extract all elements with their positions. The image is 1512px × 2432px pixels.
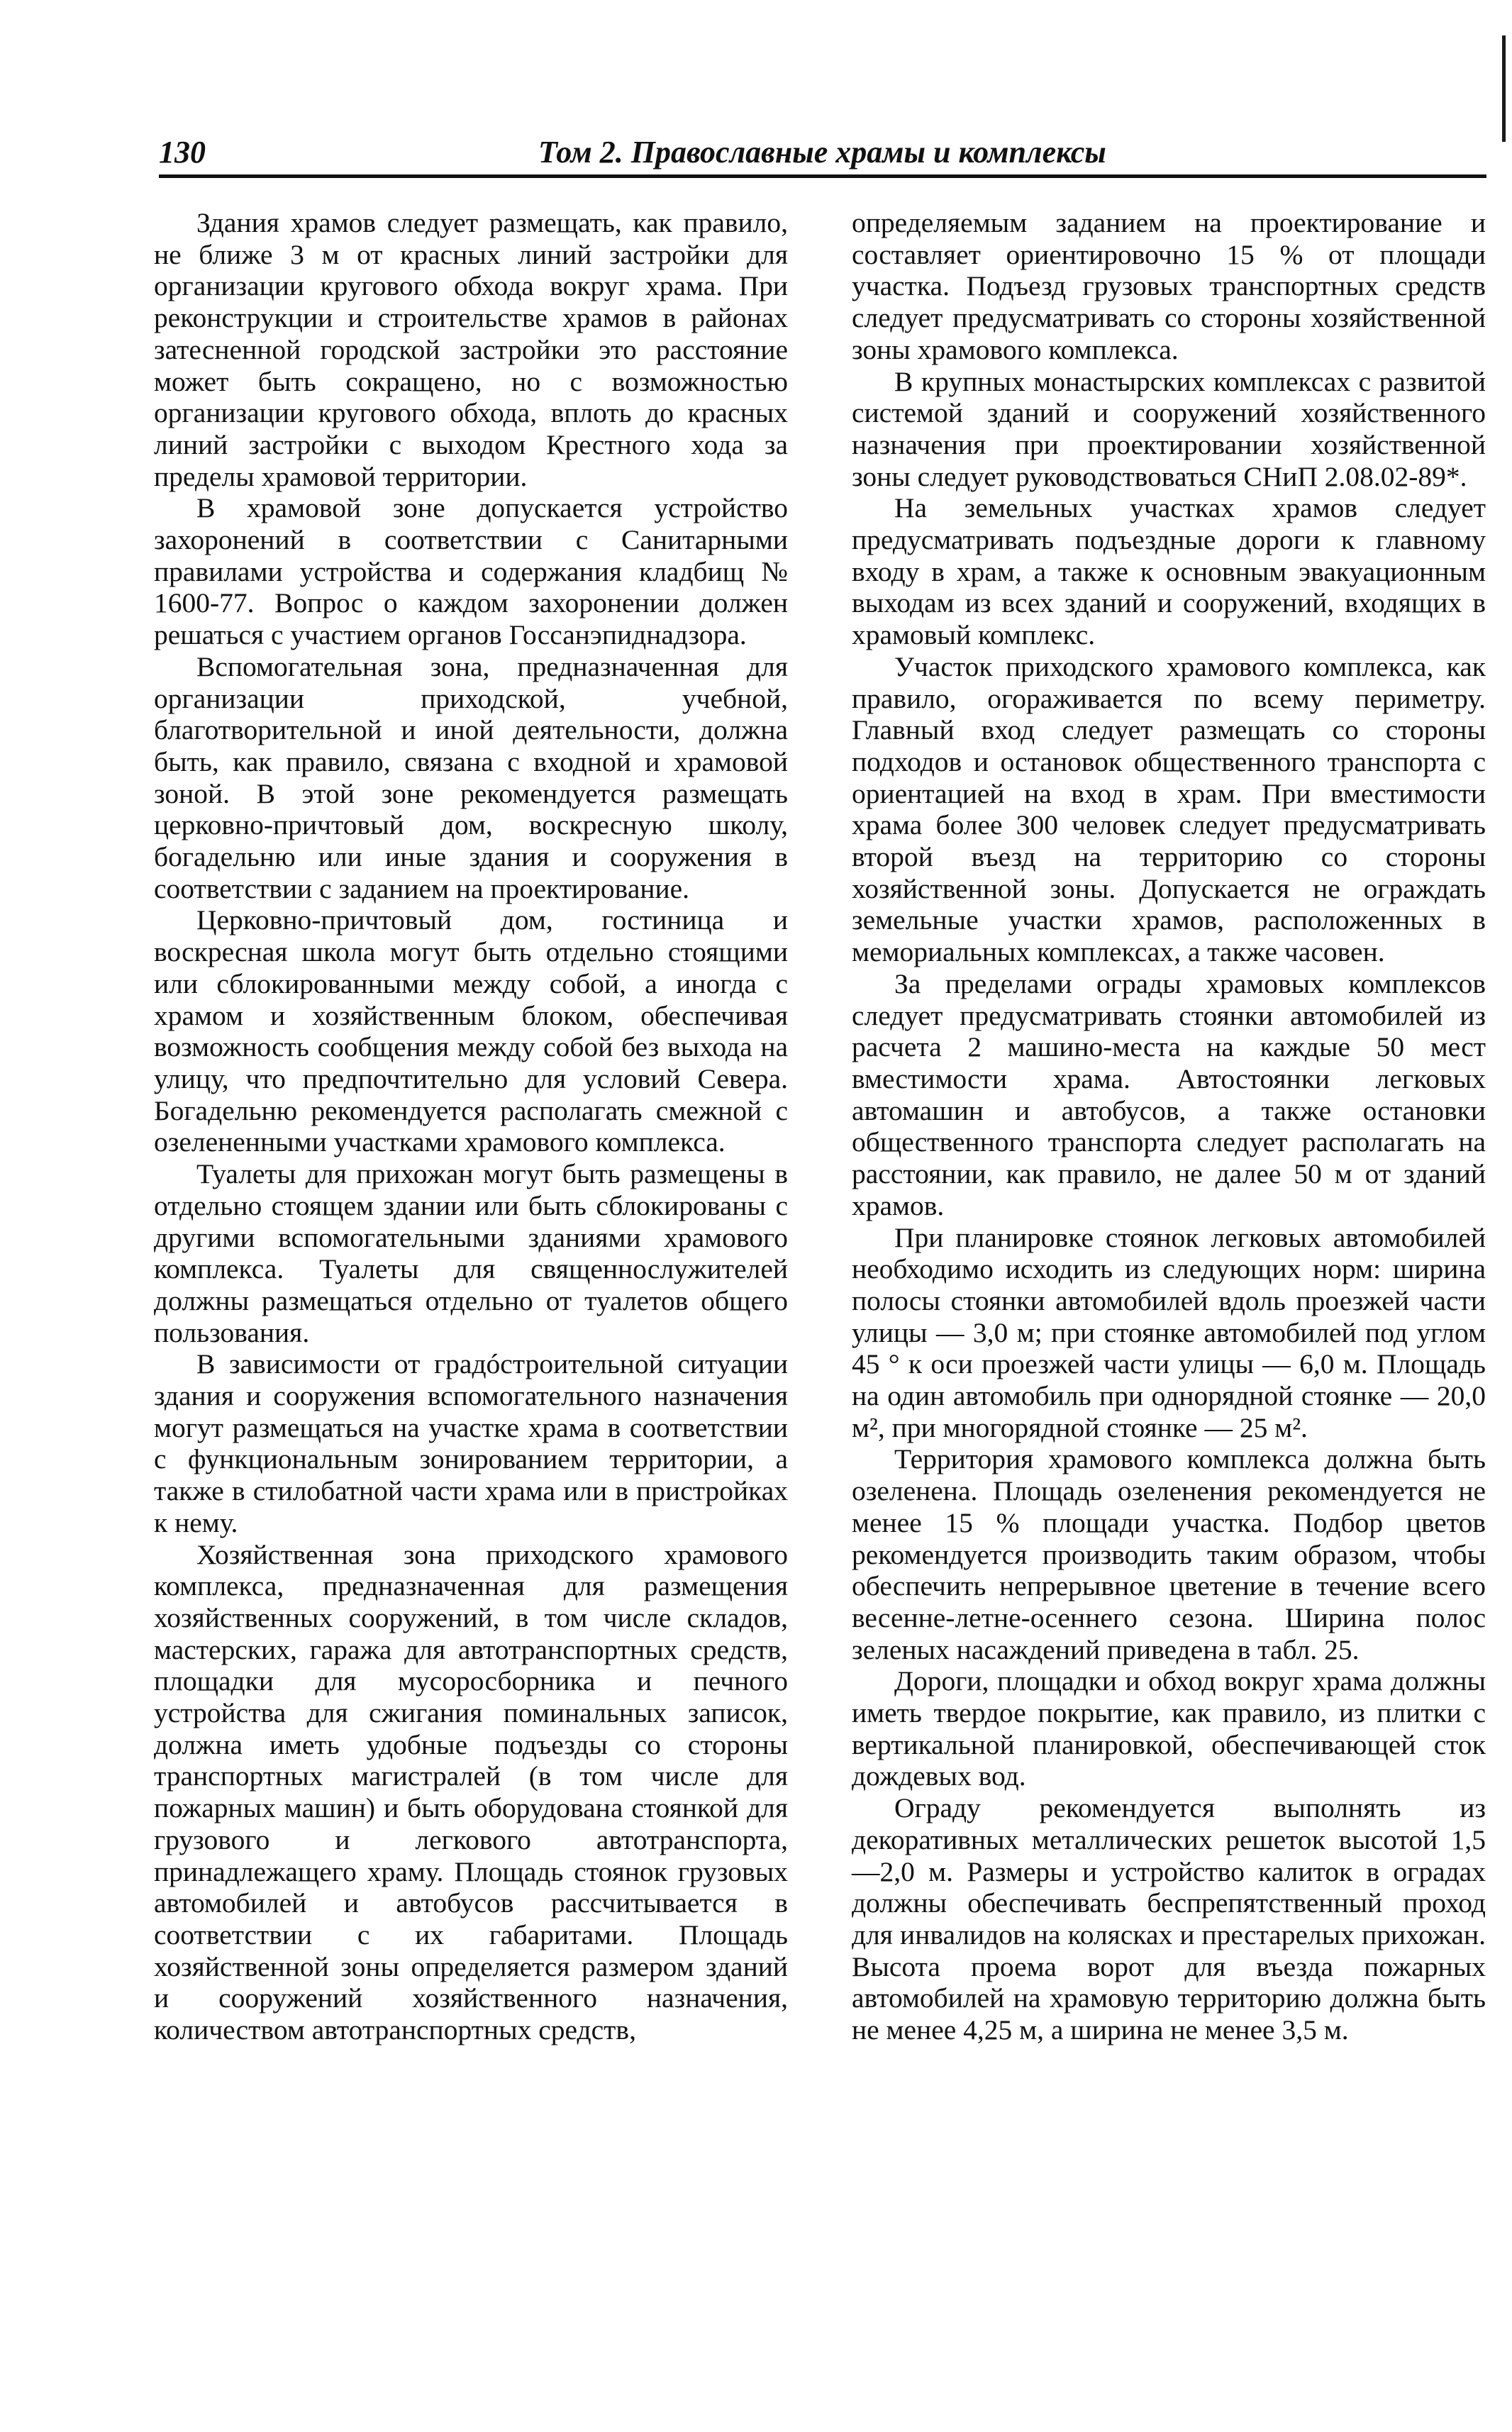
paragraph: Ограду рекомендуется выполнять из декоративных металлических решеток высотой 1,5—2,0 м. Размеры и устройство калиток в оградах должны обеспечивать беспрепятственный проход для инвалидов на колясках и престарелых прихожан. Высота проема ворот для въезда пожарных автомобилей на храмовую территорию должна быть не менее 4,25 м, а ширина не менее 3,5 м. bbox=[852, 1792, 1486, 2046]
page-number: 130 bbox=[159, 135, 206, 170]
paragraph: Туалеты для прихожан могут быть размещены в отдельно стоящем здании или быть сблокированы с другими вспомогательными зданиями храмового комплекса. Туалеты для священнослужителей должны размещаться отдельно от туалетов общего пользования. bbox=[154, 1158, 788, 1348]
paragraph-continued: определяемым заданием на проектирование и составляет ориентировочно 15 % от площади участка. Подъезд грузовых транспортных средств следует предусматривать со стороны хозяйственной зоны храмового комплекса. bbox=[852, 207, 1486, 365]
paragraph: В крупных монастырских комплексах с развитой системой зданий и сооружений хозяйственного назначения при проектировании хозяйственной зоны следует руководствоваться СНиП 2.08.02-89*. bbox=[852, 365, 1486, 492]
paragraph: Здания храмов следует размещать, как правило, не ближе 3 м от красных линий застройки для организации кругового обхода вокруг храма. При реконструкции и строительстве храмов в районах затесненной городской застройки это расстояние может быть сокращено, но с возможностью организации кругового обхода, вплоть до красных линий застройки с выходом Крестного хода за пределы храмовой территории. bbox=[154, 207, 788, 492]
left-column bbox=[154, 207, 788, 2046]
right-column bbox=[852, 207, 1486, 2046]
header-rule bbox=[159, 174, 1486, 178]
paragraph: Хозяйственная зона приходского храмового комплекса, предназначенная для размещения хозяйственных сооружений, в том числе складов, мастерских, гаража для автотранспортных средств, площадки для мусоросборника и печного устройства для сжигания поминальных записок, должна иметь удобные подъезды со стороны транспортных магистралей (в том числе для пожарных машин) и быть оборудована стоянкой для грузового и легкового автотранспорта, принадлежащего храму. Площадь стоянок грузовых автомобилей и автобусов рассчитывается в соответствии с их габаритами. Площадь хозяйственной зоны определяется размером зданий и сооружений хозяйственного назначения, количеством автотранспортных средств, bbox=[154, 1538, 788, 2046]
paragraph: Церковно-причтовый дом, гостиница и воскресная школа могут быть отдельно стоящими или сблокированными между собой, а иногда с храмом и хозяйственным блоком, обеспечивая возможность сообщения между собой без выхода на улицу, что предпочтительно для условий Севера. Богадельню рекомендуется располагать смежной с озелененными участками храмового комплекса. bbox=[154, 904, 788, 1158]
paragraph: За пределами ограды храмовых комплексов следует предусматривать стоянки автомобилей из расчета 2 машино-места на каждые 50 мест вместимости храма. Автостоянки легковых автомашин и автобусов, а также остановки общественного транспорта следует располагать на расстоянии, как правило, не далее 50 м от зданий храмов. bbox=[852, 967, 1486, 1221]
paragraph: Вспомогательная зона, предназначенная для организации приходской, учебной, благотворительной и иной деятельности, должна быть, как правило, связана с входной и храмовой зоной. В этой зоне рекомендуется размещать церковно-причтовый дом, воскресную школу, богадельню или иные здания и сооружения в соответствии с заданием на проектирование. bbox=[154, 650, 788, 904]
paragraph: В зависимости от градóстроительной ситуации здания и сооружения вспомогательного назначения могут размещаться на участке храма в соответствии с функциональным зонированием территории, а также в стилобатной части храма или в пристройках к нему. bbox=[154, 1348, 788, 1538]
page-header bbox=[159, 131, 1486, 175]
paragraph: На земельных участках храмов следует предусматривать подъездные дороги к главному входу в храм, а также к основным эвакуационным выходам из всех зданий и сооружений, входящих в храмовый комплекс. bbox=[852, 492, 1486, 651]
running-title: Том 2. Православные храмы и комплексы bbox=[538, 135, 1106, 170]
paragraph: Дороги, площадки и обход вокруг храма должны иметь твердое покрытие, как правило, из плитки с вертикальной планировкой, обеспечивающей сток дождевых вод. bbox=[852, 1665, 1486, 1792]
paragraph: При планировке стоянок легковых автомобилей необходимо исходить из следующих норм: ширина полосы стоянки автомобилей вдоль проезжей части улицы — 3,0 м; при стоянке автомобилей под углом 45 ° к оси проезжей части улицы — 6,0 м. Площадь на один автомобиль при однорядной стоянке — 20,0 м², при многорядной стоянке — 25 м². bbox=[852, 1221, 1486, 1443]
paragraph: В храмовой зоне допускается устройство захоронений в соответствии с Санитарными правилами устройства и содержания кладбищ № 1600-77. Вопрос о каждом захоронении должен решаться с участием органов Госсанэпиднадзора. bbox=[154, 492, 788, 651]
paragraph: Территория храмового комплекса должна быть озеленена. Площадь озеленения рекомендуется не менее 15 % площади участка. Подбор цветов рекомендуется производить таким образом, чтобы обеспечить непрерывное цветение в течение всего весенне-летне-осеннего сезона. Ширина полос зеленых насаждений приведена в табл. 25. bbox=[852, 1443, 1486, 1665]
paragraph: Участок приходского храмового комплекса, как правило, огораживается по всему периметру. Главный вход следует размещать со стороны подходов и остановок общественного транспорта с ориентацией на вход в храм. При вместимости храма более 300 человек следует предусматривать второй въезд на территорию со стороны хозяйственной зоны. Допускается не ограждать земельные участки храмов, расположенных в мемориальных комплексах, а также часовен. bbox=[852, 650, 1486, 968]
margin-mark bbox=[1502, 35, 1506, 142]
